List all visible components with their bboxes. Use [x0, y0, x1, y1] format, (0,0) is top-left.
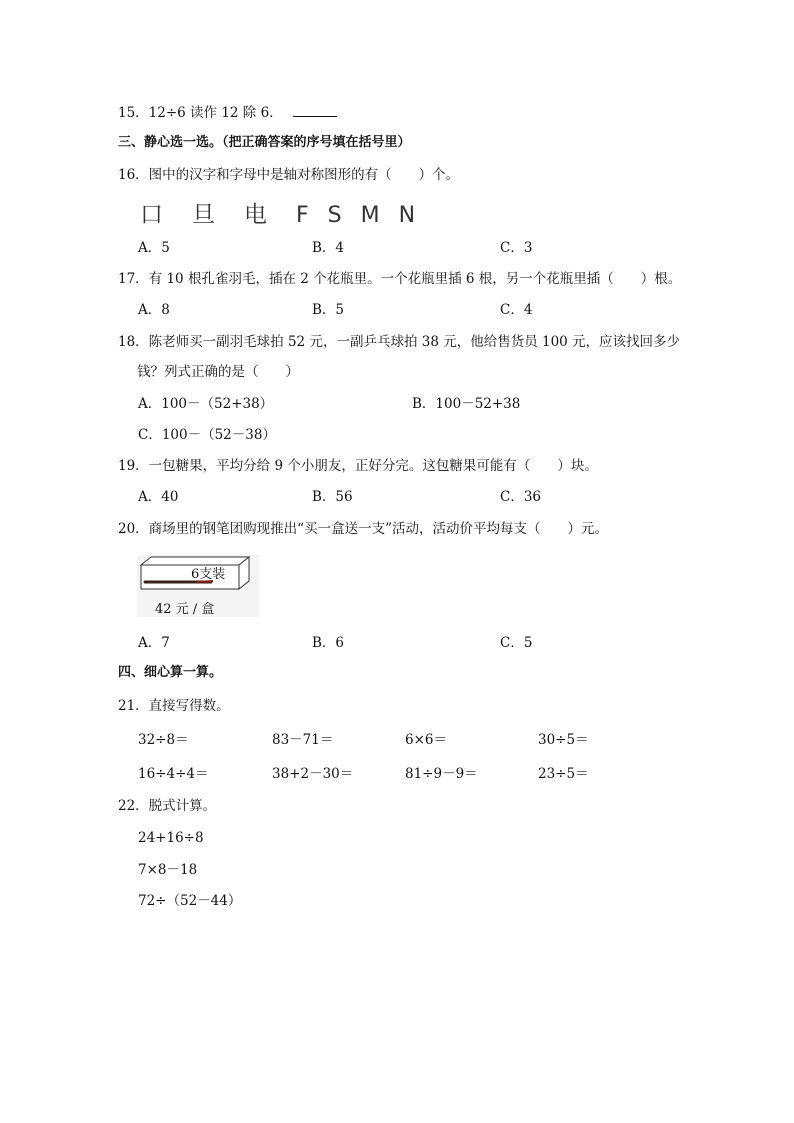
option-a[interactable]: A．5 [138, 240, 170, 256]
glyph-item: N [398, 203, 416, 228]
question-18-text: 18．陈老师买一副羽毛球拍 52 元，一副乒乓球拍 38 元，他给售货员 100 元，应该找回多少 [118, 334, 681, 350]
option-c[interactable]: C．5 [500, 635, 533, 651]
box-label: 6支装 [191, 567, 226, 582]
option-b[interactable]: B．56 [312, 489, 353, 505]
calc-item: 16÷4÷4＝ [138, 766, 209, 782]
option-c[interactable]: C．3 [500, 240, 533, 256]
question-22-text: 22．脱式计算。 [118, 798, 217, 814]
question-18-text-cont: 钱？列式正确的是（ ） [137, 364, 299, 380]
question-15 [118, 104, 337, 122]
option-c[interactable]: C．36 [500, 489, 542, 505]
option-c[interactable]: C．4 [500, 302, 533, 318]
question-15-text: 15．12÷6 读作 12 除 6． [118, 105, 283, 121]
step-calc-item: 7×8－18 [138, 862, 198, 878]
calc-item: 23÷5＝ [538, 766, 589, 782]
glyph-item: S [327, 203, 342, 228]
question-19-text: 19．一包糖果，平均分给 9 个小朋友，正好分完。这包糖果可能有（ ）块。 [118, 458, 598, 474]
calc-item: 81÷9－9＝ [405, 766, 478, 782]
question-17-text: 17．有 10 根孔雀羽毛，插在 2 个花瓶里。一个花瓶里插 6 根，另一个花瓶里插（ ）根。 [118, 271, 682, 287]
calc-item: 30÷5＝ [538, 732, 589, 748]
section-4-title: 四、细心算一算。 [118, 665, 223, 680]
glyph-item: 旦 [192, 202, 215, 228]
calc-item: 83－71＝ [272, 732, 334, 748]
option-b[interactable]: B．100－52+38 [412, 396, 521, 412]
question-21-text: 21．直接写得数。 [118, 698, 230, 714]
option-a[interactable]: A．100－（52+38） [138, 396, 274, 412]
glyph-item: M [360, 203, 380, 228]
answer-blank[interactable] [293, 104, 337, 117]
pen-box-picture [137, 555, 259, 617]
glyph-item: F [296, 203, 309, 228]
option-a[interactable]: A．7 [138, 635, 170, 651]
glyph-item: 电 [244, 202, 267, 228]
option-a[interactable]: A．40 [138, 489, 179, 505]
option-b[interactable]: B．5 [312, 302, 345, 318]
glyph-item: 口 [140, 202, 163, 228]
question-16-text: 16．图中的汉字和字母中是轴对称图形的有（ ）个。 [118, 167, 460, 183]
option-b[interactable]: B．4 [312, 240, 345, 256]
step-calc-item: 72÷（52－44） [138, 893, 242, 909]
step-calc-item: 24+16÷8 [138, 830, 204, 846]
calc-item: 6×6＝ [405, 732, 447, 748]
question-20-text: 20．商场里的钢笔团购现推出“买一盒送一支”活动，活动价平均每支（ ）元。 [118, 521, 608, 537]
calc-item: 38+2－30＝ [272, 766, 354, 782]
section-3-title: 三、静心选一选。（把正确答案的序号填在括号里） [118, 135, 411, 150]
option-a[interactable]: A．8 [138, 302, 170, 318]
symmetry-glyph-row [140, 196, 427, 229]
option-c[interactable]: C．100－（52－38） [138, 427, 276, 443]
price-label: 42 元 / 盒 [155, 602, 215, 617]
calc-item: 32÷8＝ [138, 732, 189, 748]
option-b[interactable]: B．6 [312, 635, 345, 651]
